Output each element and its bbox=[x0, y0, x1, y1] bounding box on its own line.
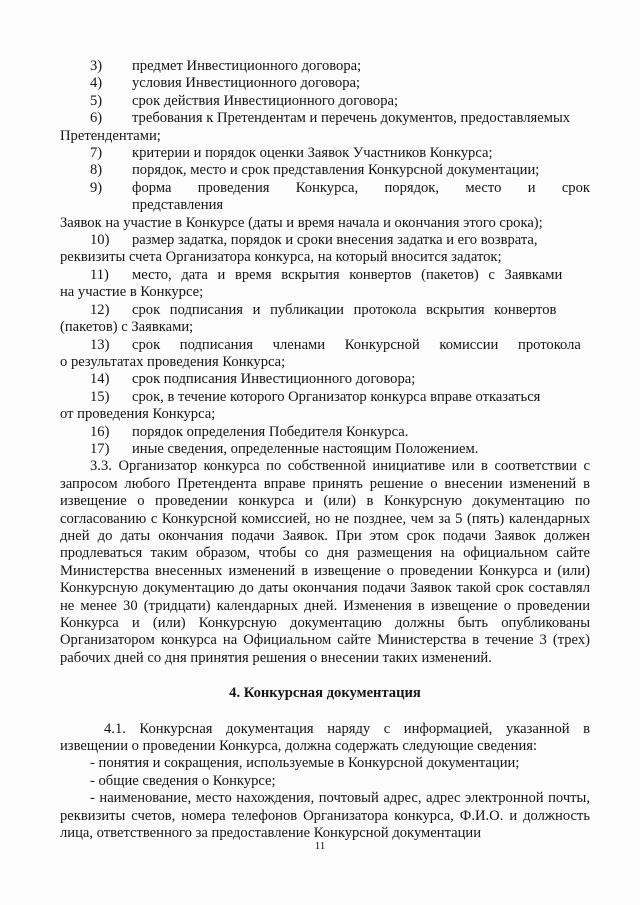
list-item bbox=[60, 110, 590, 145]
list-item-text: порядок определения Победителя Конкурса. bbox=[132, 423, 409, 440]
list-item-text: срок, в течение которого Организатор конкурса вправе отказаться bbox=[132, 388, 541, 405]
paragraph-3-3: 3.3. Организатор конкурса по собственной инициативе или в соответствии с запросом любого Претендента вправе принять решение о внесении изменений в извещение о проведении конкурса и (или) в Конкурсную документацию по согласованию с Конкурсной комиссией, но не позднее, чем за 5 (пять) календарных дней до даты окончания подачи Заявок. При этом срок подачи Заявок должен продлеваться таким образом, чтобы со дня размещения на официальном сайте Министерства внесенных изменений в извещение о проведении Конкурса и (или) Конкурсную документацию до даты окончания подачи Заявок такой срок составлял не менее 30 (тридцати) календарных дней. Изменения в извещение о проведении Конкурса и (или) Конкурсную документацию должны быть опубликованы Организатором конкурса на Официальном сайте Министерства в течение 3 (трех) рабочих дней со дня принятия решения о внесении таких изменений. bbox=[60, 458, 590, 666]
list-item-number: 8) bbox=[90, 162, 103, 179]
dash-item: - понятия и сокращения, используемые в Конкурсной документации; bbox=[90, 755, 520, 772]
list-item-continuation: реквизиты счета Организатора конкурса, на который вносится задаток; bbox=[60, 249, 502, 266]
list-item bbox=[60, 424, 590, 441]
list-item-number: 17) bbox=[90, 440, 110, 457]
list-item bbox=[60, 162, 590, 179]
list-item-text: место, дата и время вскрытия конвертов (пакетов) с Заявками bbox=[132, 266, 563, 283]
list-item-text: срок подписания членами Конкурсной комиссии протокола bbox=[132, 336, 581, 353]
list-item-text: форма проведения Конкурса, порядок, место и срок представления bbox=[132, 179, 590, 214]
list-item-number: 6) bbox=[90, 110, 103, 127]
list-item-text: срок действия Инвестиционного договора; bbox=[132, 92, 399, 109]
list-item-continuation: на участие в Конкурсе; bbox=[60, 284, 204, 301]
list-item-number: 12) bbox=[90, 301, 110, 318]
list-item-number: 5) bbox=[90, 92, 103, 109]
list-item-continuation: Претендентами; bbox=[60, 127, 161, 144]
list-item bbox=[60, 302, 590, 337]
list-item bbox=[60, 371, 590, 388]
list-item-number: 11) bbox=[90, 266, 109, 283]
dash-item: - наименование, место нахождения, почтовый адрес, адрес электронной почты, реквизиты счетов, номера телефонов Организатора конкурса, Ф.И.О. и должность лица, ответственного за предоставление Конкурсной документации bbox=[60, 790, 590, 842]
list-item-text: порядок, место и срок представления Конкурсной документации; bbox=[132, 162, 540, 179]
list-item-text: иные сведения, определенные настоящим Положением. bbox=[132, 440, 479, 457]
list-item-number: 4) bbox=[90, 75, 103, 92]
list-item-text: условия Инвестиционного договора; bbox=[132, 75, 361, 92]
list-item-continuation: Заявок на участие в Конкурсе (даты и время начала и окончания этого срока); bbox=[60, 214, 543, 231]
list-item-number: 14) bbox=[90, 371, 110, 388]
list-item-text: критерии и порядок оценки Заявок Участников Конкурса; bbox=[132, 145, 493, 162]
list-item bbox=[60, 267, 590, 302]
paragraph-4-1: 4.1. Конкурсная документация наряду с информацией, указанной в извещении о проведении Конкурса, должна содержать следующие сведения: bbox=[60, 720, 590, 755]
list-item bbox=[60, 337, 590, 372]
document-page bbox=[60, 58, 590, 842]
list-item bbox=[60, 58, 590, 75]
section-heading: 4. Конкурсная документация bbox=[229, 685, 421, 702]
list-item-number: 7) bbox=[90, 145, 103, 162]
list-item bbox=[60, 93, 590, 110]
list-item-text: срок подписания и публикации протокола вскрытия конвертов bbox=[132, 301, 557, 318]
list-item-number: 9) bbox=[90, 179, 103, 196]
list-item-number: 16) bbox=[90, 423, 110, 440]
list-item bbox=[60, 389, 590, 424]
page-number: 11 bbox=[314, 840, 326, 852]
list-item-number: 3) bbox=[90, 58, 103, 74]
list-item-number: 10) bbox=[90, 232, 110, 249]
list-item-text: требования к Претендентам и перечень документов, предоставляемых bbox=[132, 110, 571, 127]
list-item-number: 15) bbox=[90, 388, 110, 405]
list-item-text: срок подписания Инвестиционного договора; bbox=[132, 371, 416, 388]
list-item bbox=[60, 145, 590, 162]
list-item bbox=[60, 180, 590, 232]
list-item-text: размер задатка, порядок и сроки внесения задатка и его возврата, bbox=[132, 232, 538, 249]
list-item-continuation: от проведения Конкурса; bbox=[60, 406, 216, 423]
list-item-continuation: о результатах проведения Конкурса; bbox=[60, 353, 286, 370]
list-item-number: 13) bbox=[90, 336, 110, 353]
list-item-continuation: (пакетов) с Заявками; bbox=[60, 319, 194, 336]
list-item bbox=[60, 441, 590, 458]
list-item bbox=[60, 232, 590, 267]
list-item-text: предмет Инвестиционного договора; bbox=[132, 58, 362, 74]
list-item bbox=[60, 75, 590, 92]
dash-item: - общие сведения о Конкурсе; bbox=[90, 772, 276, 789]
